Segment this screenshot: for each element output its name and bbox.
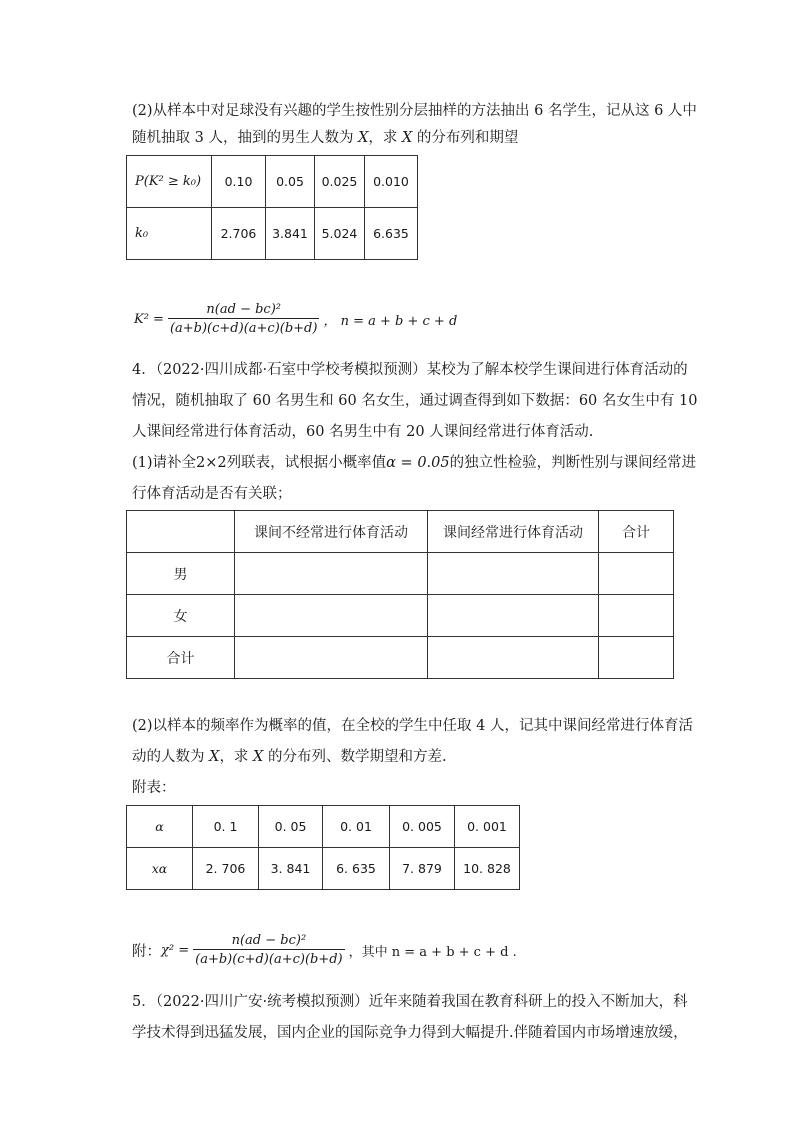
- q4-line2: 情况，随机抽取了 60 名男生和 60 名女生，通过调查得到如下数据：60 名女生中有 10: [132, 393, 698, 409]
- table-cell: 3. 841: [259, 848, 323, 890]
- table-cell: [235, 595, 428, 637]
- appendix-label: 附表：: [132, 780, 176, 796]
- table-cell: 0.010: [365, 156, 418, 208]
- table-row-label: xα: [127, 848, 193, 890]
- q4-part2-line1: (2)以样本的频率作为概率的值，在全校的学生中任取 4 人，记其中课间经常进行体育活: [132, 718, 693, 734]
- table-cell: 0. 05: [259, 806, 323, 848]
- table-header: [127, 511, 235, 553]
- q4-line1: 4．（2022·四川成都·石室中学校考模拟预测）某校为了解本校学生课间进行体育活动的: [132, 362, 688, 378]
- formula-fraction: $\frac{\text{n(ad − bc)²}}{(a+b)(c+d)(a+c)(b+d)}$: [169, 302, 318, 336]
- table-cell: [428, 595, 599, 637]
- table-cell: 5.024: [315, 208, 365, 260]
- table-row: [127, 595, 674, 637]
- formula-fraction: $\frac{\text{n(ad − bc)²}}{(a+b)(c+d)(a+c)(b+d)}$: [195, 933, 343, 967]
- table-header: 课间不经常进行体育活动: [235, 511, 428, 553]
- table-row: [127, 208, 418, 260]
- table-cell: 7. 879: [390, 848, 455, 890]
- table-cell: [599, 637, 674, 679]
- table-row: [127, 511, 674, 553]
- table-row-label: P(K² ≥ k₀): [127, 156, 212, 208]
- table-cell: [599, 595, 674, 637]
- table-cell: 0.025: [315, 156, 365, 208]
- q4-part1-line1: (1)请补全2×2列联表，试根据小概率值α = 0.05的独立性检验，判断性别与课间经常进: [132, 455, 697, 471]
- table-row: [127, 848, 520, 890]
- critical-value-table-1: [126, 155, 418, 260]
- table-cell: 6. 635: [323, 848, 390, 890]
- table-row: [127, 806, 520, 848]
- table-cell: 0. 005: [390, 806, 455, 848]
- table-cell: [235, 637, 428, 679]
- q5-line1: 5．（2022·四川广安·统考模拟预测）近年来随着我国在教育科研上的投入不断加大，科: [132, 994, 688, 1010]
- table-cell: [235, 553, 428, 595]
- table-cell: 2. 706: [193, 848, 259, 890]
- contingency-table: [126, 510, 674, 679]
- table-cell: 0.05: [266, 156, 315, 208]
- table-row-label: 合计: [127, 637, 235, 679]
- table-row-label: 男: [127, 553, 235, 595]
- q4-part1-line2: 行体育活动是否有关联；: [132, 486, 292, 502]
- q4-line3: 人课间经常进行体育活动，60 名男生中有 20 人课间经常进行体育活动.: [132, 424, 594, 440]
- table-row: [127, 553, 674, 595]
- table-cell: 2.706: [212, 208, 266, 260]
- table-row-label: α: [127, 806, 193, 848]
- table-cell: 0.10: [212, 156, 266, 208]
- table-cell: 0. 1: [193, 806, 259, 848]
- q3-part2-line1: (2)从样本中对足球没有兴趣的学生按性别分层抽样的方法抽出 6 名学生，记从这 6 人中: [132, 103, 697, 119]
- k-squared-formula: K² = $\frac{\text{n(ad − bc)²}}{(a+b)(c+d)(a+c)(b+d)}$ ， n = a + b + c + d: [134, 302, 458, 336]
- table-cell: [428, 553, 599, 595]
- critical-value-table-2: [126, 805, 520, 890]
- table-cell: 6.635: [365, 208, 418, 260]
- chi-squared-formula: 附： χ² = $\frac{\text{n(ad − bc)²}}{(a+b)(c+d)(a+c)(b+d)}$ ，其中 n = a + b + c + d .: [132, 933, 517, 967]
- table-cell: 0. 001: [455, 806, 520, 848]
- table-row: [127, 156, 418, 208]
- table-row: [127, 637, 674, 679]
- table-cell: 10. 828: [455, 848, 520, 890]
- table-cell: 3.841: [266, 208, 315, 260]
- table-cell: [428, 637, 599, 679]
- table-cell: [599, 553, 674, 595]
- table-cell: 0. 01: [323, 806, 390, 848]
- table-row-label: 女: [127, 595, 235, 637]
- q3-part2-line2: 随机抽取 3 人，抽到的男生人数为 X，求 X 的分布列和期望: [132, 130, 519, 146]
- q5-line2: 学技术得到迅猛发展，国内企业的国际竞争力得到大幅提升.伴随着国内市场增速放缓，: [132, 1025, 688, 1041]
- table-header: 课间经常进行体育活动: [428, 511, 599, 553]
- q4-part2-line2: 动的人数为 X，求 X 的分布列、数学期望和方差.: [132, 749, 447, 765]
- table-header: 合计: [599, 511, 674, 553]
- table-row-label: k₀: [127, 208, 212, 260]
